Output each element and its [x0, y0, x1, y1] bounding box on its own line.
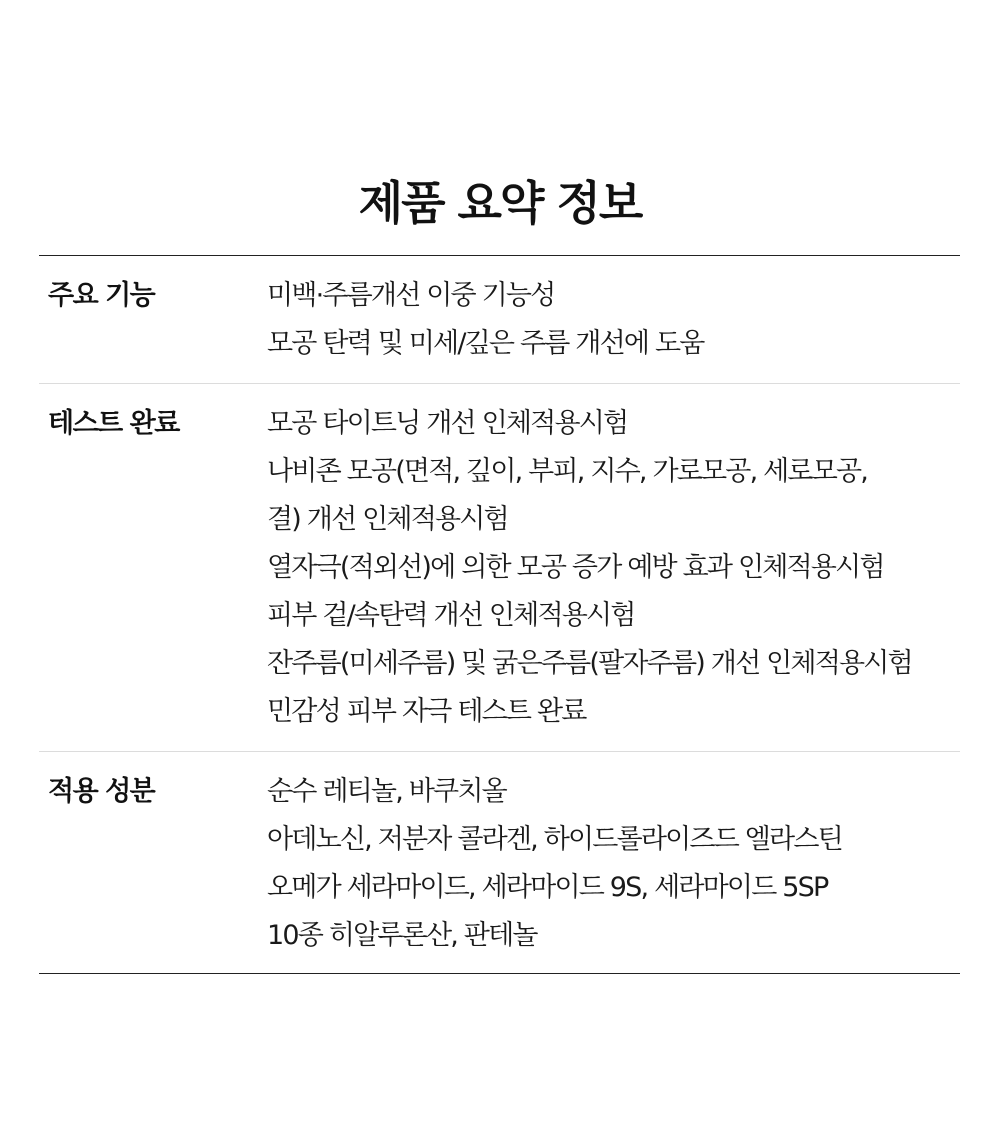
row-values — [267, 768, 960, 973]
row-value-line: 피부 겉/속탄력 개선 인체적용시험 — [267, 600, 635, 631]
row-value-line: 모공 타이트닝 개선 인체적용시험 — [267, 408, 628, 439]
row-label: 적용 성분 — [48, 776, 155, 807]
row-value-line: 모공 탄력 및 미세/깊은 주름 개선에 도움 — [267, 328, 704, 359]
row-value-line: 나비존 모공(면적, 깊이, 부피, 지수, 가로모공, 세로모공, — [267, 456, 868, 487]
row-label: 테스트 완료 — [48, 408, 179, 439]
row-label: 주요 기능 — [48, 280, 155, 311]
summary-row-tests-completed — [39, 384, 960, 752]
row-value-line: 미백·주름개선 이중 기능성 — [267, 280, 555, 311]
row-value-line: 오메가 세라마이드, 세라마이드 9S, 세라마이드 5SP — [267, 872, 828, 903]
row-value-line: 10종 히알루론산, 판테놀 — [267, 920, 537, 951]
summary-row-main-functions — [39, 256, 960, 384]
row-value-line: 민감성 피부 자극 테스트 완료 — [267, 696, 586, 727]
row-value-line: 순수 레티놀, 바쿠치올 — [267, 776, 506, 807]
row-value-line: 열자극(적외선)에 의한 모공 증가 예방 효과 인체적용시험 — [267, 552, 884, 583]
row-value-line: 잔주름(미세주름) 및 굵은주름(팔자주름) 개선 인체적용시험 — [267, 648, 912, 679]
row-value-line: 아데노신, 저분자 콜라겐, 하이드롤라이즈드 엘라스틴 — [267, 824, 842, 855]
summary-row-ingredients — [39, 752, 960, 973]
row-values — [267, 272, 960, 383]
page-title: 제품 요약 정보 — [358, 175, 642, 230]
row-values — [267, 400, 960, 751]
row-value-line: 결) 개선 인체적용시험 — [267, 504, 508, 535]
product-summary-table — [39, 255, 960, 974]
